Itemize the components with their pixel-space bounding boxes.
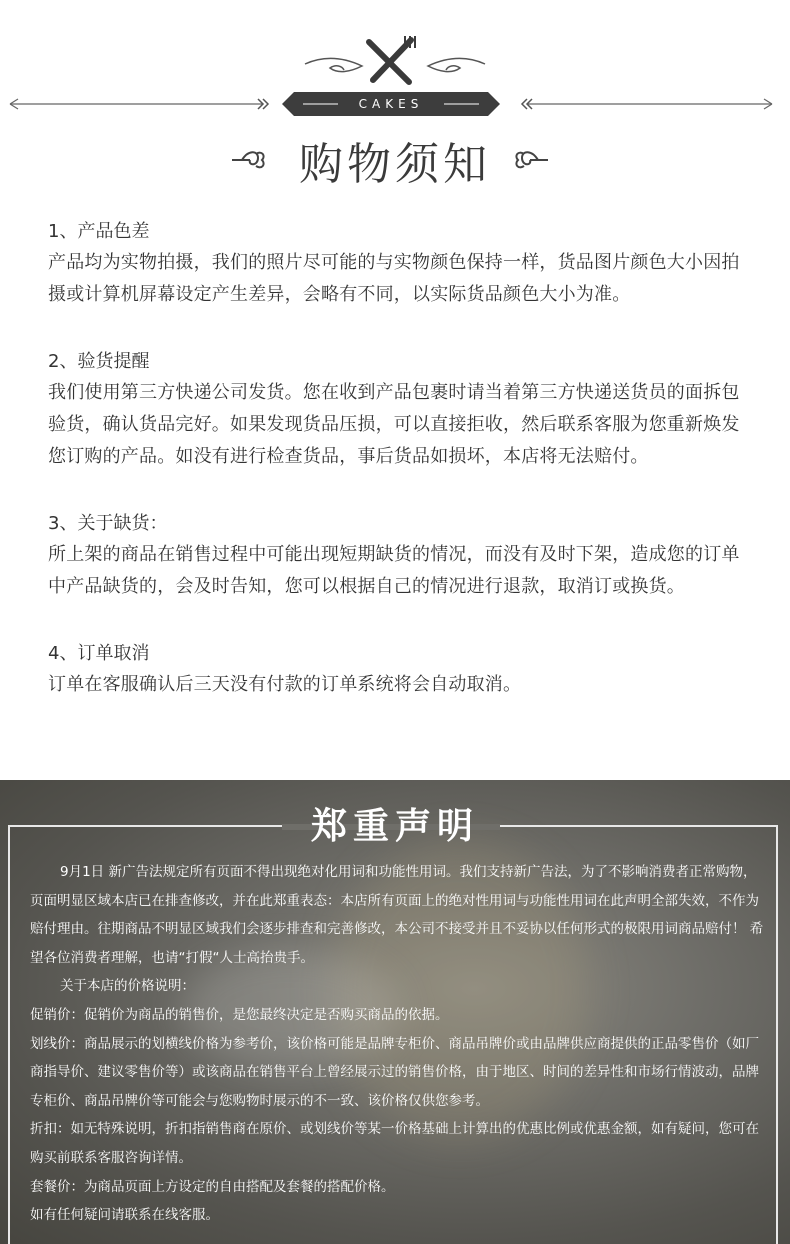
price-heading: 关于本店的价格说明：: [60, 978, 195, 995]
contact-note: 如有任何疑问请联系在线客服。: [30, 1207, 219, 1224]
notice-inspection: [48, 346, 748, 473]
shopping-notices: [48, 216, 748, 736]
notice-color-difference: [48, 216, 748, 311]
notice-order-cancel: [48, 638, 748, 701]
notice-body: 所上架的商品在销售过程中可能出现短期缺货的情况，而没有及时下架，造成您的订单中产品缺货的，会及时告知，您可以根据自己的情况进行退款，取消订或换货。: [48, 544, 740, 597]
declaration-intro: 9月1日 新广告法规定所有页面不得出现绝对化用词和功能性用词。我们支持新广告法，为了不影响消费者正常购物，页面明显区域本店已在排查修改，并在此郑重表态：本店所有页面上的绝对性用词与功能性用词在此声明全部失效，不作为赔付理由。往期商品不明显区域我们会逐步排查和完善修改，本公司不接受并且不妥协以任何形式的极限用词商品赔付！ 希望各位消费者理解，也请“打假“人士高抬贵手。: [30, 864, 764, 966]
notice-out-of-stock: [48, 508, 748, 603]
discount-note: 折扣：如无特殊说明，折扣指销售商在原价、或划线价等某一价格基础上计算出的优惠比例或优惠金额，如有疑问，您可在购买前联系客服咨询详情。: [30, 1121, 759, 1166]
page-header: [0, 0, 790, 200]
declaration-text: [30, 858, 764, 1230]
combo-price-note: 套餐价：为商品页面上方设定的自由搭配及套餐的搭配价格。: [30, 1178, 395, 1195]
notice-body: 产品均为实物拍摄，我们的照片尽可能的与实物颜色保持一样，货品图片颜色大小因拍摄或计算机屏幕设定产生差异，会略有不同，以实际货品颜色大小为准。: [48, 252, 740, 305]
notice-heading: 3、关于缺货：: [48, 513, 168, 534]
cakes-badge-label: CAKES: [358, 97, 424, 111]
fork-knife-icon: [369, 36, 415, 82]
declaration-panel: [0, 780, 790, 1244]
notice-body: 订单在客服确认后三天没有付款的订单系统将会自动取消。: [48, 674, 522, 695]
notice-heading: 1、产品色差: [48, 221, 150, 242]
page-title: 购物须知: [299, 139, 491, 190]
declaration-title: 郑重声明: [310, 806, 479, 847]
strike-price-note: 划线价：商品展示的划横线价格为参考价，该价格可能是品牌专柜价、商品吊牌价或由品牌供应商提供的正品零售价（如厂商指导价、建议零售价等）或该商品在销售平台上曾经展示过的销售价格，由于地区、时间的差异性和市场行情波动，品牌专柜价、商品吊牌价等可能会与您购物时展示的不一致、该价格仅供您参考。: [30, 1035, 759, 1109]
promo-price-note: 促销价：促销价为商品的销售价，是您最终决定是否购买商品的依据。: [30, 1006, 449, 1023]
notice-heading: 2、验货提醒: [48, 351, 150, 372]
notice-heading: 4、订单取消: [48, 643, 150, 664]
notice-body: 我们使用第三方快递公司发货。您在收到产品包裹时请当着第三方快递送货员的面拆包验货，确认货品完好。如果发现货品压损，可以直接拒收，然后联系客服为您重新焕发您订购的产品。如没有进行检查货品，事后货品如损坏，本店将无法赔付。: [48, 382, 740, 467]
